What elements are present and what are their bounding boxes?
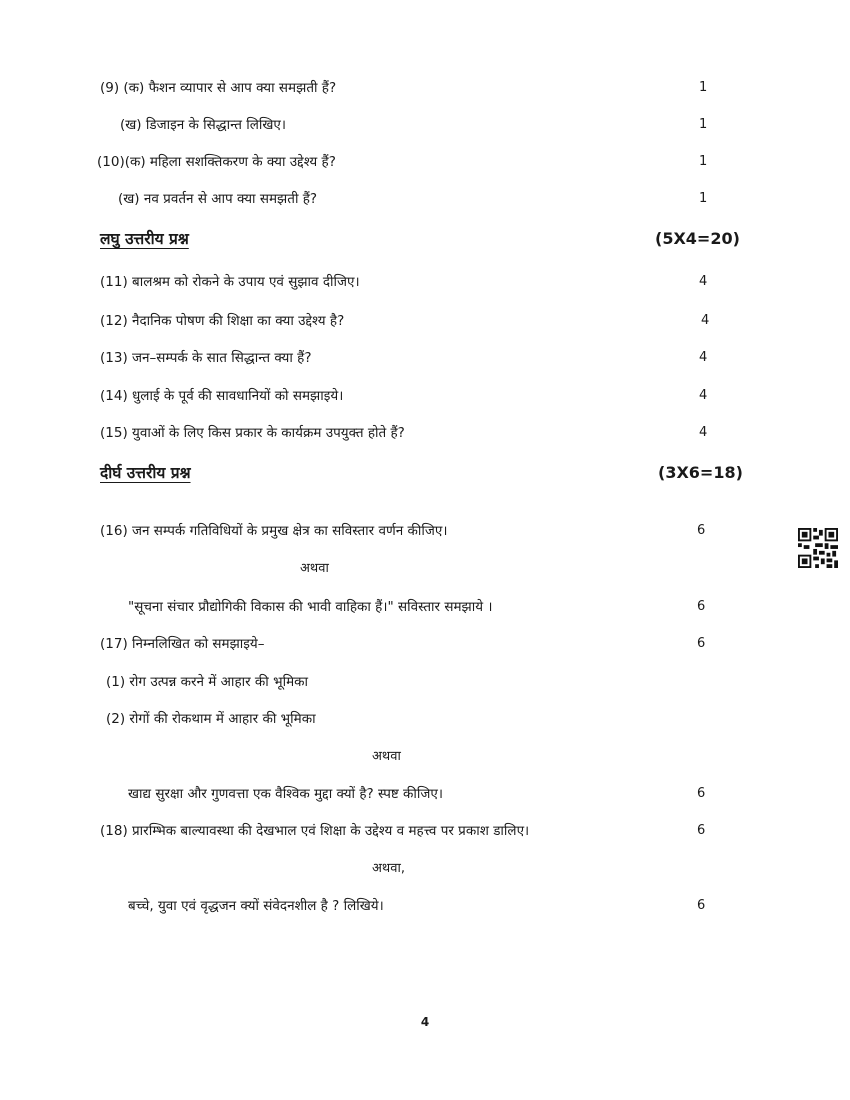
short-answer-total: (5X4=20) bbox=[655, 229, 740, 248]
marks-16-alt: 6 bbox=[697, 599, 706, 614]
question-13: (13) जन–सम्पर्क के सात सिद्धान्त क्या हैं? bbox=[100, 350, 312, 366]
page-number: 4 bbox=[420, 1015, 430, 1029]
marks-13: 4 bbox=[699, 350, 708, 365]
marks-17: 6 bbox=[697, 636, 706, 651]
question-12: (12) नैदानिक पोषण की शिक्षा का क्या उद्देश्य है? bbox=[100, 313, 345, 329]
question-15: (15) युवाओं के लिए किस प्रकार के कार्यक्रम उपयुक्त होते हैं? bbox=[100, 425, 405, 441]
marks-9a: 1 bbox=[699, 80, 708, 95]
question-16: (16) जन सम्पर्क गतिविधियों के प्रमुख क्षेत्र का सविस्तार वर्णन कीजिए। bbox=[100, 523, 448, 539]
or-label-18: अथवा, bbox=[372, 861, 405, 876]
marks-18: 6 bbox=[697, 823, 706, 838]
marks-10b: 1 bbox=[699, 191, 708, 206]
marks-9b: 1 bbox=[699, 117, 708, 132]
marks-12: 4 bbox=[701, 313, 710, 328]
long-answer-heading: दीर्घ उत्तरीय प्रश्न bbox=[100, 464, 191, 482]
or-label-16: अथवा bbox=[300, 561, 329, 576]
question-17: (17) निम्नलिखित को समझाइये– bbox=[100, 636, 265, 652]
question-9b: (ख) डिजाइन के सिद्धान्त लिखिए। bbox=[120, 117, 286, 133]
question-18-alt: बच्चे, युवा एवं वृद्धजन क्यों संवेदनशील है ? लिखिये। bbox=[128, 898, 384, 914]
marks-10a: 1 bbox=[699, 154, 708, 169]
marks-17-alt: 6 bbox=[697, 786, 706, 801]
question-17-alt: खाद्य सुरक्षा और गुणवत्ता एक वैश्विक मुद्दा क्यों है? स्पष्ट कीजिए। bbox=[128, 786, 444, 802]
short-answer-heading: लघु उत्तरीय प्रश्न bbox=[100, 230, 189, 248]
marks-15: 4 bbox=[699, 425, 708, 440]
question-18: (18) प्रारम्भिक बाल्यावस्था की देखभाल एवं शिक्षा के उद्देश्य व महत्त्व पर प्रकाश डालिए। bbox=[100, 823, 530, 839]
question-9a: (9) (क) फैशन व्यापार से आप क्या समझती हैं? bbox=[100, 80, 337, 96]
question-17-sub2: (2) रोगों की रोकथाम में आहार की भूमिका bbox=[106, 711, 316, 727]
marks-16: 6 bbox=[697, 523, 706, 538]
qr-code-icon bbox=[798, 528, 838, 568]
question-10a: (10)(क) महिला सशक्तिकरण के क्या उद्देश्य हैं? bbox=[97, 154, 336, 170]
long-answer-total: (3X6=18) bbox=[658, 463, 743, 482]
question-17-sub1: (1) रोग उत्पन्न करने में आहार की भूमिका bbox=[106, 674, 309, 690]
marks-18-alt: 6 bbox=[697, 898, 706, 913]
question-10b: (ख) नव प्रवर्तन से आप क्या समझती हैं? bbox=[118, 191, 318, 207]
question-11: (11) बालश्रम को रोकने के उपाय एवं सुझाव दीजिए। bbox=[100, 274, 360, 290]
question-16-alt: "सूचना संचार प्रौद्योगिकी विकास की भावी वाहिका हैं।" सविस्तार समझाये । bbox=[128, 599, 493, 615]
question-14: (14) धुलाई के पूर्व की सावधानियों को समझाइये। bbox=[100, 388, 344, 404]
marks-14: 4 bbox=[699, 388, 708, 403]
or-label-17: अथवा bbox=[372, 749, 401, 764]
marks-11: 4 bbox=[699, 274, 708, 289]
